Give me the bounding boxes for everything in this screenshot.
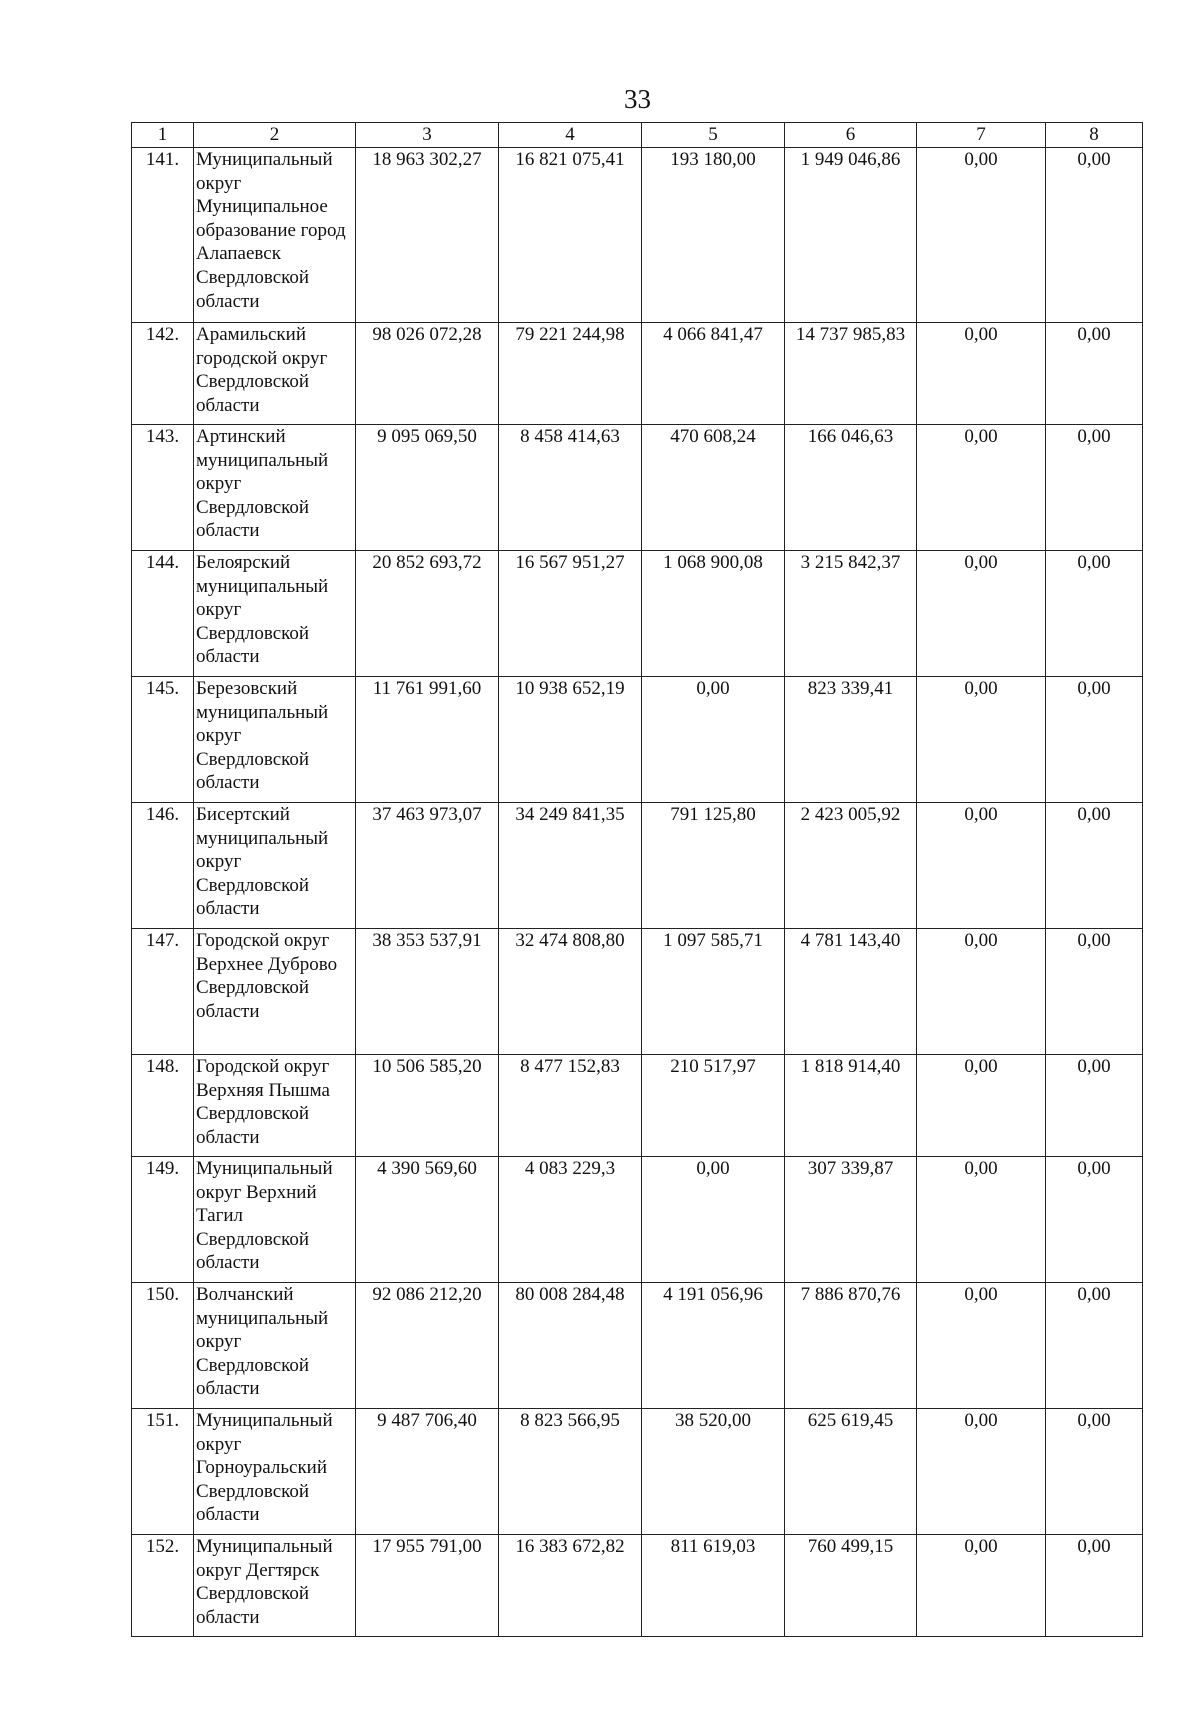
table-row xyxy=(132,1055,1143,1157)
amount-cell-col5: 38 520,00 xyxy=(642,1409,785,1535)
amount-cell-col7: 0,00 xyxy=(917,677,1046,803)
amount-cell-col5: 4 191 056,96 xyxy=(642,1283,785,1409)
table-row xyxy=(132,1535,1143,1637)
amount-cell-col3: 37 463 973,07 xyxy=(356,803,499,929)
page-number: 33 xyxy=(624,84,651,114)
amount-cell-col6: 760 499,15 xyxy=(785,1535,917,1637)
table-body xyxy=(132,148,1143,1637)
amount-cell-col5: 4 066 841,47 xyxy=(642,323,785,425)
municipality-name: Белоярский муниципальный округ Свердловской области xyxy=(194,551,356,677)
row-number: 150. xyxy=(132,1283,194,1409)
row-number: 151. xyxy=(132,1409,194,1535)
amount-cell-col5: 1 068 900,08 xyxy=(642,551,785,677)
amount-cell-col8: 0,00 xyxy=(1046,1055,1143,1157)
amount-cell-col6: 14 737 985,83 xyxy=(785,323,917,425)
amount-cell-col5: 193 180,00 xyxy=(642,148,785,323)
table-row xyxy=(132,1283,1143,1409)
amount-cell-col8: 0,00 xyxy=(1046,803,1143,929)
municipality-name: Городской округ Верхнее Дуброво Свердловской области xyxy=(194,929,356,1055)
column-header: 3 xyxy=(356,123,499,148)
amount-cell-col7: 0,00 xyxy=(917,1157,1046,1283)
municipality-name: Березовский муниципальный округ Свердловской области xyxy=(194,677,356,803)
amount-cell-col3: 38 353 537,91 xyxy=(356,929,499,1055)
row-number: 148. xyxy=(132,1055,194,1157)
amount-cell-col4: 16 567 951,27 xyxy=(499,551,642,677)
amount-cell-col3: 20 852 693,72 xyxy=(356,551,499,677)
amount-cell-col5: 811 619,03 xyxy=(642,1535,785,1637)
column-header: 5 xyxy=(642,123,785,148)
amount-cell-col4: 16 821 075,41 xyxy=(499,148,642,323)
table-row xyxy=(132,1157,1143,1283)
amount-cell-col4: 8 823 566,95 xyxy=(499,1409,642,1535)
amount-cell-col6: 4 781 143,40 xyxy=(785,929,917,1055)
row-number: 143. xyxy=(132,425,194,551)
amount-cell-col3: 4 390 569,60 xyxy=(356,1157,499,1283)
column-header: 4 xyxy=(499,123,642,148)
amount-cell-col5: 210 517,97 xyxy=(642,1055,785,1157)
amount-cell-col8: 0,00 xyxy=(1046,425,1143,551)
table-row xyxy=(132,425,1143,551)
amount-cell-col4: 34 249 841,35 xyxy=(499,803,642,929)
table-row xyxy=(132,1409,1143,1535)
municipality-name: Муниципальный округ Муниципальное образование город Алапаевск Свердловской области xyxy=(194,148,356,323)
amount-cell-col4: 4 083 229,3 xyxy=(499,1157,642,1283)
amount-cell-col5: 0,00 xyxy=(642,677,785,803)
amount-cell-col8: 0,00 xyxy=(1046,677,1143,803)
row-number: 142. xyxy=(132,323,194,425)
amount-cell-col3: 9 095 069,50 xyxy=(356,425,499,551)
amount-cell-col7: 0,00 xyxy=(917,323,1046,425)
amount-cell-col8: 0,00 xyxy=(1046,148,1143,323)
header-row xyxy=(132,123,1143,148)
amount-cell-col7: 0,00 xyxy=(917,425,1046,551)
municipality-name: Бисертский муниципальный округ Свердловской области xyxy=(194,803,356,929)
column-header: 8 xyxy=(1046,123,1143,148)
municipality-name: Волчанский муниципальный округ Свердловской области xyxy=(194,1283,356,1409)
amount-cell-col7: 0,00 xyxy=(917,929,1046,1055)
municipality-name: Арамильский городской округ Свердловской области xyxy=(194,323,356,425)
row-number: 146. xyxy=(132,803,194,929)
amount-cell-col8: 0,00 xyxy=(1046,1157,1143,1283)
municipality-name: Муниципальный округ Горноуральский Свердловской области xyxy=(194,1409,356,1535)
table-row xyxy=(132,551,1143,677)
amount-cell-col8: 0,00 xyxy=(1046,1535,1143,1637)
amount-cell-col3: 98 026 072,28 xyxy=(356,323,499,425)
amount-cell-col4: 8 477 152,83 xyxy=(499,1055,642,1157)
row-number: 147. xyxy=(132,929,194,1055)
amount-cell-col3: 92 086 212,20 xyxy=(356,1283,499,1409)
amount-cell-col6: 2 423 005,92 xyxy=(785,803,917,929)
municipality-name: Муниципальный округ Дегтярск Свердловской области xyxy=(194,1535,356,1637)
amount-cell-col4: 16 383 672,82 xyxy=(499,1535,642,1637)
column-header: 6 xyxy=(785,123,917,148)
amount-cell-col3: 18 963 302,27 xyxy=(356,148,499,323)
column-header: 1 xyxy=(132,123,194,148)
amount-cell-col6: 307 339,87 xyxy=(785,1157,917,1283)
amount-cell-col8: 0,00 xyxy=(1046,1409,1143,1535)
table-row xyxy=(132,929,1143,1055)
amount-cell-col4: 32 474 808,80 xyxy=(499,929,642,1055)
table-row xyxy=(132,148,1143,323)
row-number: 149. xyxy=(132,1157,194,1283)
amount-cell-col3: 10 506 585,20 xyxy=(356,1055,499,1157)
table-row xyxy=(132,323,1143,425)
amount-cell-col7: 0,00 xyxy=(917,1535,1046,1637)
amount-cell-col3: 11 761 991,60 xyxy=(356,677,499,803)
amount-cell-col5: 791 125,80 xyxy=(642,803,785,929)
table-row xyxy=(132,803,1143,929)
amount-cell-col6: 166 046,63 xyxy=(785,425,917,551)
amount-cell-col6: 1 818 914,40 xyxy=(785,1055,917,1157)
row-number: 141. xyxy=(132,148,194,323)
amount-cell-col4: 10 938 652,19 xyxy=(499,677,642,803)
row-number: 144. xyxy=(132,551,194,677)
data-table xyxy=(131,122,1143,1637)
amount-cell-col8: 0,00 xyxy=(1046,323,1143,425)
row-number: 145. xyxy=(132,677,194,803)
amount-cell-col5: 470 608,24 xyxy=(642,425,785,551)
amount-cell-col8: 0,00 xyxy=(1046,551,1143,677)
amount-cell-col7: 0,00 xyxy=(917,1055,1046,1157)
amount-cell-col6: 823 339,41 xyxy=(785,677,917,803)
amount-cell-col7: 0,00 xyxy=(917,1283,1046,1409)
municipality-name: Муниципальный округ Верхний Тагил Свердловской области xyxy=(194,1157,356,1283)
row-number: 152. xyxy=(132,1535,194,1637)
municipality-name: Артинский муниципальный округ Свердловской области xyxy=(194,425,356,551)
amount-cell-col4: 79 221 244,98 xyxy=(499,323,642,425)
amount-cell-col6: 1 949 046,86 xyxy=(785,148,917,323)
amount-cell-col7: 0,00 xyxy=(917,803,1046,929)
amount-cell-col5: 0,00 xyxy=(642,1157,785,1283)
amount-cell-col8: 0,00 xyxy=(1046,929,1143,1055)
amount-cell-col6: 3 215 842,37 xyxy=(785,551,917,677)
amount-cell-col6: 625 619,45 xyxy=(785,1409,917,1535)
amount-cell-col4: 80 008 284,48 xyxy=(499,1283,642,1409)
municipality-name: Городской округ Верхняя Пышма Свердловской области xyxy=(194,1055,356,1157)
amount-cell-col8: 0,00 xyxy=(1046,1283,1143,1409)
column-header: 2 xyxy=(194,123,356,148)
amount-cell-col7: 0,00 xyxy=(917,1409,1046,1535)
amount-cell-col7: 0,00 xyxy=(917,551,1046,677)
column-header: 7 xyxy=(917,123,1046,148)
table-row xyxy=(132,677,1143,803)
amount-cell-col5: 1 097 585,71 xyxy=(642,929,785,1055)
amount-cell-col3: 17 955 791,00 xyxy=(356,1535,499,1637)
amount-cell-col3: 9 487 706,40 xyxy=(356,1409,499,1535)
amount-cell-col7: 0,00 xyxy=(917,148,1046,323)
amount-cell-col6: 7 886 870,76 xyxy=(785,1283,917,1409)
amount-cell-col4: 8 458 414,63 xyxy=(499,425,642,551)
